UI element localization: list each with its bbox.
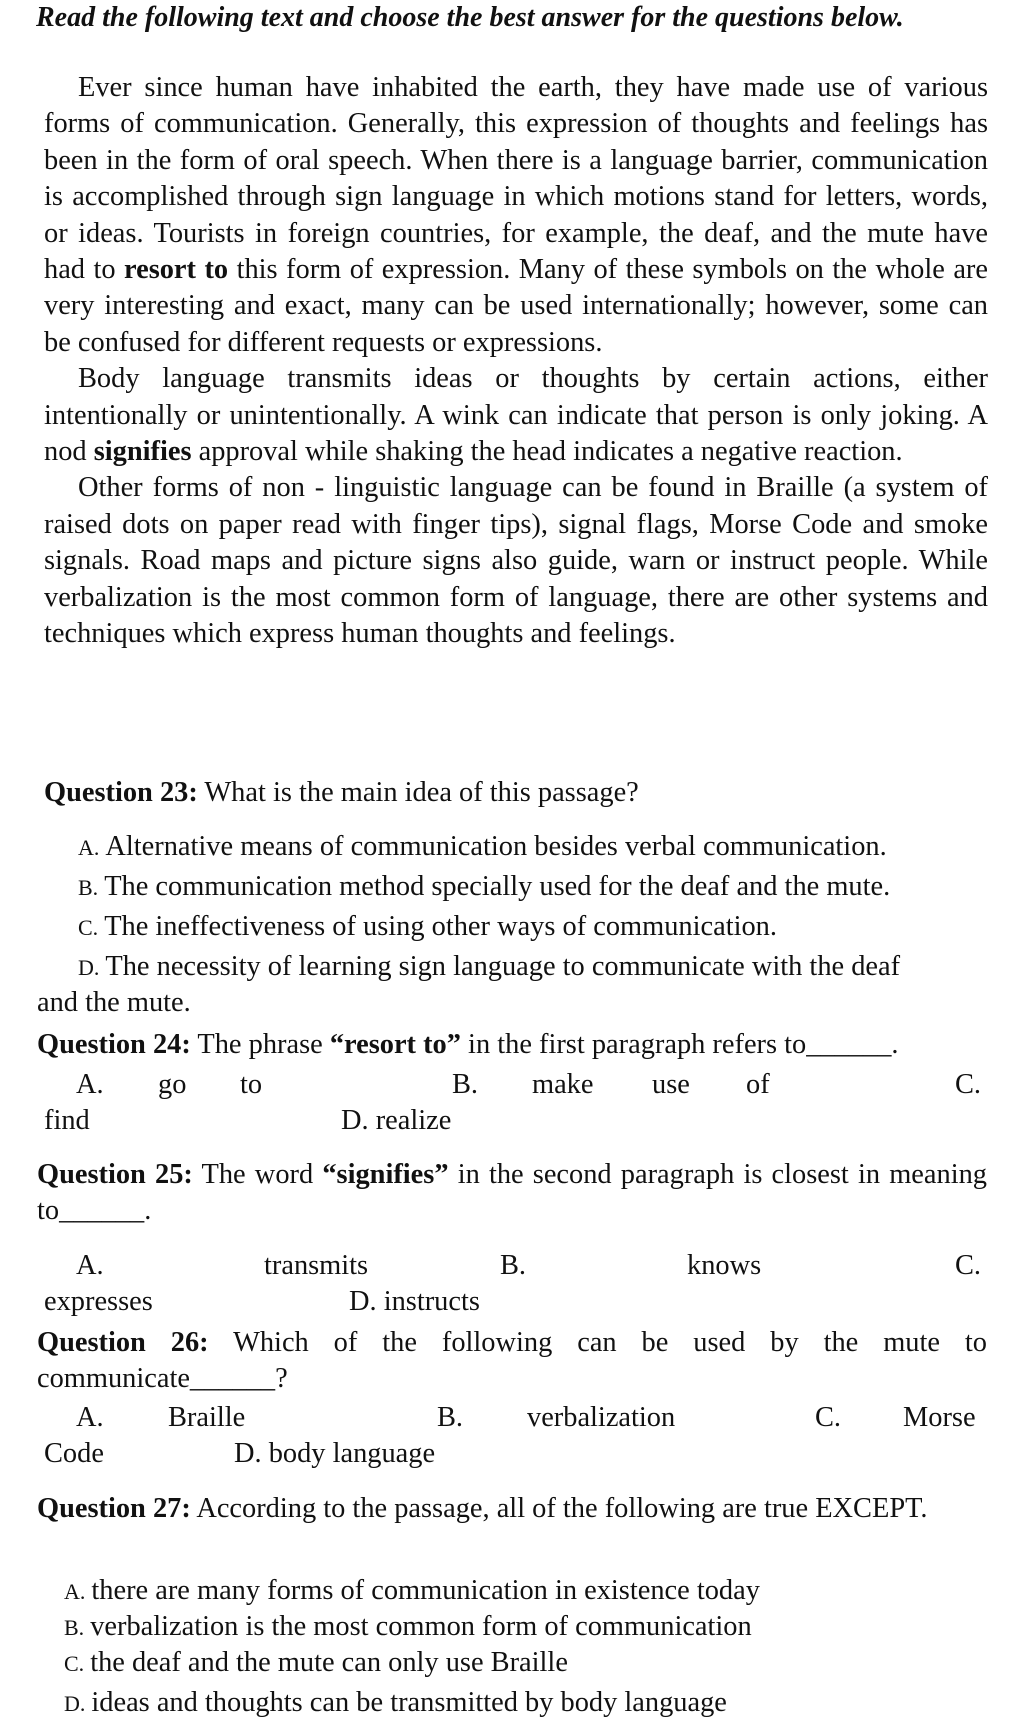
- q26-option-c-letter[interactable]: C.: [815, 1402, 842, 1433]
- q24-option-b-word-2: use: [652, 1069, 690, 1100]
- q24-option-a-word-2: to: [240, 1069, 263, 1100]
- q23-option-a-letter: A.: [78, 835, 100, 860]
- reading-passage: [44, 70, 988, 653]
- q26-option-a-text: Braille: [168, 1402, 246, 1433]
- q27-option-c[interactable]: [64, 1645, 984, 1682]
- q27-option-d-letter: D.: [64, 1691, 86, 1716]
- q23-option-d[interactable]: [78, 949, 998, 986]
- q26-option-b-letter[interactable]: B.: [437, 1402, 464, 1433]
- q25-option-c-text: expresses: [44, 1286, 153, 1317]
- q27-option-a-text: there are many forms of communication in existence today: [91, 1575, 760, 1606]
- q24-option-b-letter[interactable]: B.: [452, 1069, 479, 1100]
- question-24-text-b: in the first paragraph refers to______.: [460, 1029, 899, 1060]
- q23-option-d-letter: D.: [78, 955, 100, 980]
- q23-option-d-text: The necessity of learning sign language to communicate with the deaf: [105, 951, 901, 982]
- question-24: [37, 1027, 987, 1063]
- question-26-text: Which of the following can be used by the mute to communicate______?: [37, 1327, 987, 1394]
- question-23-text: What is the main idea of this passage?: [197, 777, 639, 808]
- q26-option-b-text: verbalization: [527, 1402, 676, 1433]
- question-26: [37, 1325, 987, 1397]
- question-24-bold-phrase: “resort to”: [329, 1029, 461, 1060]
- q24-option-b-word-3: of: [746, 1069, 770, 1100]
- q27-option-b-text: verbalization is the most common form of communication: [90, 1611, 752, 1642]
- q27-option-a-letter: A.: [64, 1579, 86, 1604]
- question-25-text-a: The word: [192, 1159, 323, 1190]
- q25-option-b-letter[interactable]: B.: [500, 1250, 527, 1281]
- q24-option-c-text: find: [44, 1105, 90, 1136]
- q24-option-d[interactable]: D. realize: [341, 1105, 452, 1136]
- question-24-label: Question 24:: [37, 1029, 191, 1060]
- q26-option-a-letter[interactable]: A.: [76, 1402, 104, 1433]
- q24-option-b-word-1: make: [532, 1069, 594, 1100]
- q23-option-a-text: Alternative means of communication besides verbal communication.: [105, 831, 887, 862]
- q27-option-b-letter: B.: [64, 1615, 85, 1640]
- question-24-text-a: The phrase: [190, 1029, 330, 1060]
- passage-p1-bold-phrase: resort to: [124, 254, 229, 286]
- passage-p2-text-b: approval while shaking the head indicates a negative reaction.: [191, 436, 903, 468]
- q24-option-c-letter[interactable]: C.: [955, 1069, 982, 1100]
- question-26-label: Question 26:: [37, 1327, 209, 1358]
- q23-option-b[interactable]: [78, 869, 998, 906]
- passage-p2-bold-word: signifies: [93, 436, 192, 468]
- question-25-label: Question 25:: [37, 1159, 193, 1190]
- q25-option-b-text: knows: [687, 1250, 762, 1281]
- q24-option-a-letter[interactable]: A.: [76, 1069, 104, 1100]
- q27-option-c-text: the deaf and the mute can only use Braille: [90, 1647, 568, 1678]
- question-25: [37, 1157, 987, 1229]
- q27-option-a[interactable]: [64, 1573, 984, 1610]
- question-27-label: Question 27:: [37, 1493, 191, 1524]
- question-27: [37, 1491, 987, 1527]
- passage-p2-text-a: Body language transmits ideas or thoughts by certain actions, either intentionally or unintentionally. A wink can indicate that person is only joking. A nod: [44, 363, 988, 468]
- q23-option-d-continuation: and the mute.: [37, 987, 191, 1018]
- q23-option-b-letter: B.: [78, 875, 99, 900]
- question-23: [44, 775, 994, 811]
- passage-p1-text-b: this form of expression. Many of these symbols on the whole are very interesting and exact, many can be used internationally; however, some can be confused for different requests or expressions.: [44, 254, 988, 358]
- question-27-text: According to the passage, all of the following are true EXCEPT.: [190, 1493, 928, 1524]
- q27-option-d-text: ideas and thoughts can be transmitted by body language: [91, 1687, 727, 1718]
- q25-option-d[interactable]: D. instructs: [349, 1286, 480, 1317]
- q27-option-c-letter: C.: [64, 1651, 85, 1676]
- q24-option-a-word-1: go: [158, 1069, 187, 1100]
- q25-option-a-text: transmits: [264, 1250, 369, 1281]
- q26-option-c-word-2: Code: [44, 1438, 104, 1469]
- question-25-bold-word: “signifies”: [322, 1159, 449, 1190]
- passage-paragraph-1: [44, 70, 988, 361]
- q26-option-c-word-1: Morse: [903, 1402, 976, 1433]
- q26-option-d[interactable]: D. body language: [234, 1438, 436, 1469]
- question-25-text-b: in the second paragraph is closest in meaning to______.: [37, 1159, 987, 1226]
- passage-p1-text-a: Ever since human have inhabited the earth, they have made use of various forms of communication. Generally, this expression of thoughts and feelings has been in the form of oral speech. When there is a language barrier, communication is accomplished through sign language in which motions stand for letters, words, or ideas. Tourists in foreign countries, for example, the deaf, and the mute have had to: [44, 72, 988, 286]
- q23-option-c-letter: C.: [78, 915, 99, 940]
- instruction-heading: Read the following text and choose the best answer for the questions below.: [36, 2, 904, 33]
- q27-option-d[interactable]: [64, 1685, 984, 1722]
- q25-option-c-letter[interactable]: C.: [955, 1250, 982, 1281]
- q27-option-b[interactable]: [64, 1609, 984, 1646]
- q23-option-b-text: The communication method specially used for the deaf and the mute.: [104, 871, 891, 902]
- passage-paragraph-3: Other forms of non - linguistic language can be found in Braille (a system of raised dots on paper read with finger tips), signal flags, Morse Code and smoke signals. Road maps and picture signs also guide, warn or instruct people. While verbalization is the most common form of language, there are other systems and techniques which express human thoughts and feelings.: [44, 472, 988, 650]
- q23-option-c[interactable]: [78, 909, 998, 946]
- q25-option-a-letter[interactable]: A.: [76, 1250, 104, 1281]
- passage-paragraph-2: [44, 361, 988, 470]
- question-23-label: Question 23:: [44, 777, 198, 808]
- q23-option-c-text: The ineffectiveness of using other ways of communication.: [104, 911, 777, 942]
- q23-option-a[interactable]: [78, 829, 998, 866]
